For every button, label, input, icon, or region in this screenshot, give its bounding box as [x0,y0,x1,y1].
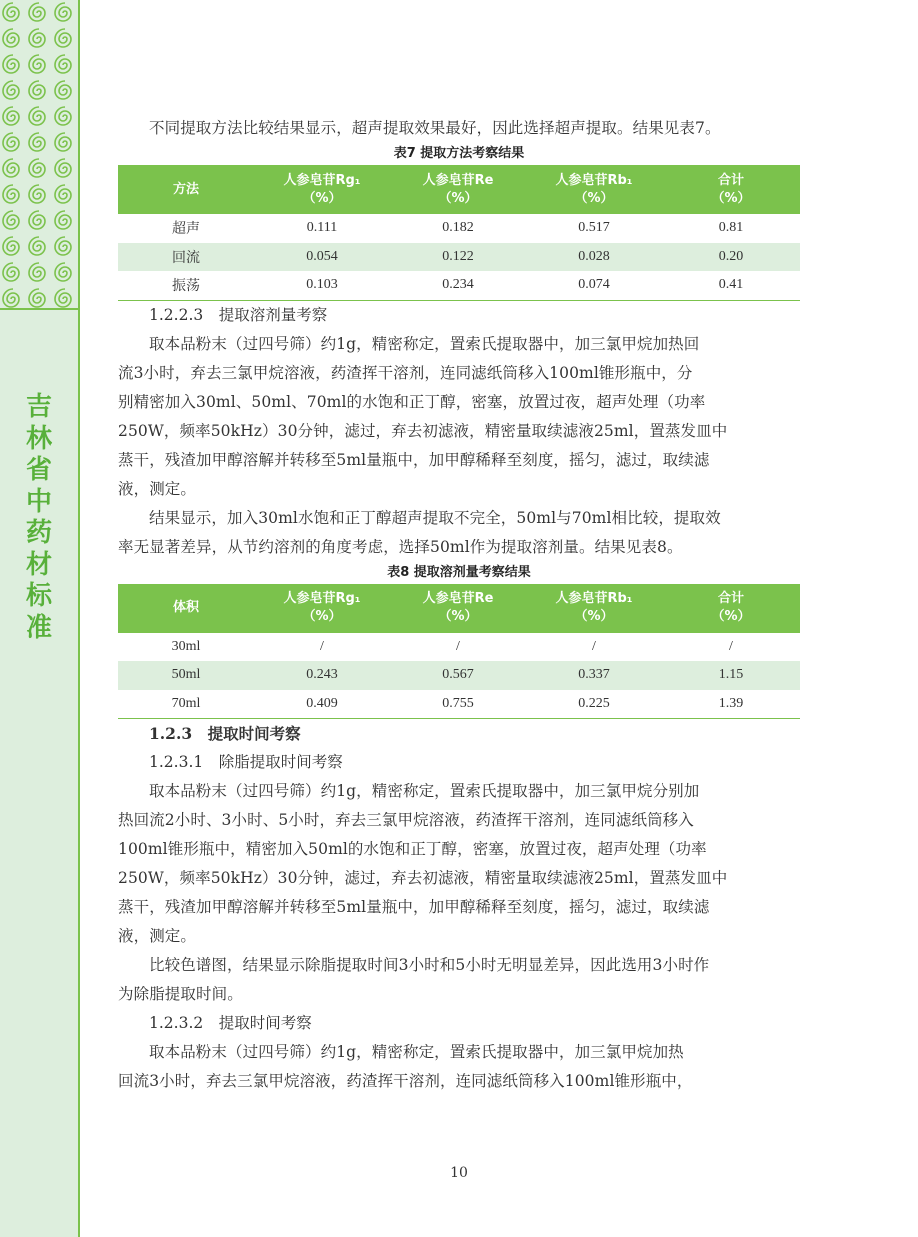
table-cell: 50ml [171,667,201,683]
table-cell: 0.20 [718,248,744,264]
table8-header-cell: 合计 （%） [711,591,751,624]
table-cell: 0.81 [718,220,744,236]
table8-header-cell: 人参皂苷Rb₁ （%） [555,591,633,624]
paragraph-line: 蒸干，残渣加甲醇溶解并转移至5ml量瓶中，加甲醇稀释至刻度，摇匀，滤过，取续滤 [118,450,710,469]
table-cell: 超声 [172,222,200,238]
paragraph-line: 取本品粉末（过四号筛）约1g，精密称定，置索氏提取器中，加三氯甲烷加热 [149,1043,684,1061]
table-cell: 0.243 [306,667,338,683]
table-cell: 1.15 [718,667,744,683]
table-cell: 振荡 [118,271,254,300]
paragraph-line: 100ml锥形瓶中，精密加入50ml的水饱和正丁醇，密塞，放置过夜，超声处理（功率 [118,840,707,858]
paragraph-line: 别精密加入30ml、50ml、70ml的水饱和正丁醇，密塞，放置过夜，超声处理（功率 [118,392,706,411]
section-heading-1231: 1.2.3.1 除脂提取时间考察 [149,753,343,771]
table-cell: 0.517 [578,220,610,236]
side-band [0,0,80,1237]
table-row [118,633,800,662]
table-cell: / [456,638,460,654]
table-cell: 0.409 [254,690,390,719]
table-cell: 0.182 [442,220,474,236]
table-cell: 0.074 [526,271,662,300]
section-heading-1223: 1.2.2.3 提取溶剂量考察 [149,305,328,324]
table-cell: 0.122 [442,248,474,264]
paragraph-line: 为除脂提取时间。 [118,985,243,1003]
table7-header-cell: 方法 [172,181,199,197]
paragraph-line: 结果显示，加入30ml水饱和正丁醇超声提取不完全，50ml与70ml相比较，提取效 [149,508,721,527]
table-cell: 0.054 [306,248,338,264]
table-cell: 70ml [118,690,254,719]
paragraph-line: 取本品粉末（过四号筛）约1g，精密称定，置索氏提取器中，加三氯甲烷加热回 [149,334,700,353]
table7-header-cell: 合计 （%） [711,172,751,206]
page-number: 10 [450,1165,468,1181]
paragraph-line: 蒸干，残渣加甲醇溶解并转移至5ml量瓶中，加甲醇稀释至刻度，摇匀，滤过，取续滤 [118,898,710,916]
table-row [118,271,800,300]
paragraph-line: 取本品粉末（过四号筛）约1g，精密称定，置索氏提取器中，加三氯甲烷分别加 [149,782,700,800]
table-cell: / [592,638,596,654]
section-heading-123: 1.2.3 提取时间考察 [149,724,301,743]
table-row [118,661,800,690]
table-cell: 0.234 [390,271,526,300]
table7-header-cell: 人参皂苷Rb₁ （%） [555,172,633,206]
table-cell: 0.755 [390,690,526,719]
paragraph-line: 比较色谱图，结果显示除脂提取时间3小时和5小时无明显差异，因此选用3小时作 [149,956,710,974]
table-cell: 0.567 [442,667,474,683]
paragraph-line: 液，测定。 [118,927,197,945]
table-cell: / [729,638,733,654]
table7-caption: 表7 提取方法考察结果 [393,146,525,161]
table-cell: 0.225 [526,690,662,719]
table-cell: 0.337 [578,667,610,683]
table-cell: 回流 [172,250,200,266]
paragraph-line: 热回流2小时、3小时、5小时，弃去三氯甲烷溶液，药渣挥干溶剂，连同滤纸筒移入 [118,811,694,829]
table-cell: 30ml [171,638,201,654]
paragraph-line: 液，测定。 [118,479,197,498]
table-cell: 0.103 [254,271,390,300]
side-title: 吉 林 省 中 药 材 标 准 [25,392,52,643]
paragraph-line: 率无显著差异，从节约溶剂的角度考虑，选择50ml作为提取溶剂量。结果见表8。 [118,537,683,556]
section-heading-1232: 1.2.3.2 提取时间考察 [149,1014,312,1032]
paragraph-line: 回流3小时，弃去三氯甲烷溶液，药渣挥干溶剂，连同滤纸筒移入100ml锥形瓶中， [118,1072,693,1090]
table8 [118,584,800,720]
table-cell: 0.41 [662,271,800,300]
table7 [118,165,800,301]
table-row [118,214,800,243]
paragraph-line: 250W，频率50kHz）30分钟，滤过，弃去初滤液，精密量取续滤液25ml，置蒸发皿中 [118,421,728,440]
table7-header-cell: 人参皂苷Re （%） [422,172,494,206]
table-cell: 0.111 [306,220,338,236]
table8-caption: 表8 提取溶剂量考察结果 [387,564,531,580]
table8-header-cell: 人参皂苷Re （%） [422,591,494,624]
table-row [118,243,800,272]
table8-header-cell: 人参皂苷Rg₁ （%） [283,591,361,624]
table7-header-cell: 人参皂苷Rg₁ （%） [283,172,361,206]
table-row [118,690,800,719]
table-cell: / [320,638,324,654]
table8-header-cell: 体积 [172,600,199,615]
paragraph-intro: 不同提取方法比较结果显示，超声提取效果最好，因此选择超声提取。结果见表7。 [149,119,721,137]
main-content [118,114,800,1096]
table-cell: 0.028 [578,248,610,264]
paragraph-line: 流3小时，弃去三氯甲烷溶液，药渣挥干溶剂，连同滤纸筒移入100ml锥形瓶中，分 [118,363,693,382]
paragraph-line: 250W，频率50kHz）30分钟，滤过，弃去初滤液，精密量取续滤液25ml，置蒸发皿中 [118,869,728,887]
table-cell: 1.39 [662,690,800,719]
cloud-pattern-decoration [0,0,78,310]
